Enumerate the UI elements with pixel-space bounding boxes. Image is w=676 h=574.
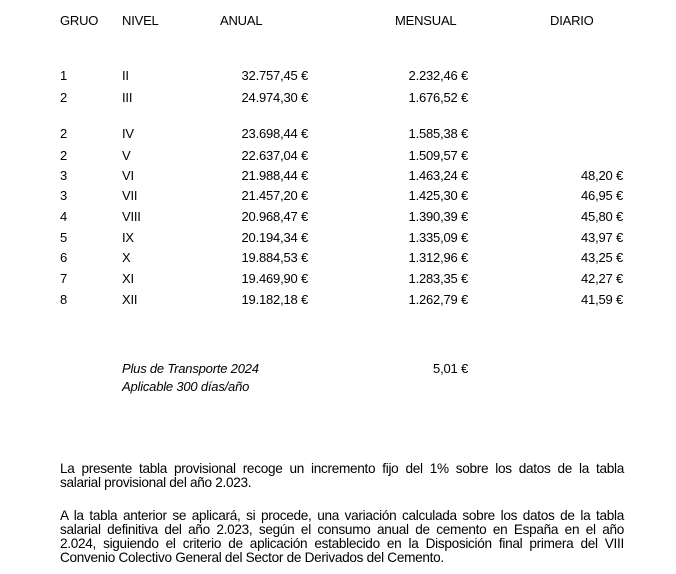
cell-nivel: VII	[122, 188, 138, 203]
header-mensual: MENSUAL	[395, 13, 457, 28]
cell-grupo: 2	[60, 148, 68, 163]
paragraph-line: Convenio Colectivo General del Sector de Derivados del Cemento.	[60, 550, 444, 565]
cell-mensual: 1.262,79 €	[408, 292, 468, 307]
cell-mensual: 1.283,35 €	[408, 271, 468, 286]
cell-grupo: 7	[60, 271, 68, 286]
cell-grupo: 1	[60, 68, 68, 83]
header-nivel: NIVEL	[122, 13, 159, 28]
cell-diario: 42,27 €	[581, 271, 623, 286]
cell-nivel: VIII	[122, 209, 141, 224]
cell-anual: 21.457,20 €	[241, 188, 308, 203]
cell-mensual: 1.463,24 €	[408, 168, 468, 183]
paragraph-line: 2.024, siguiendo el criterio de aplicación establecido en la Disposición final primera del VIII	[60, 536, 624, 551]
cell-anual: 23.698,44 €	[241, 126, 308, 141]
transport-value: 5,01 €	[433, 361, 468, 376]
paragraph-increment	[60, 462, 624, 490]
cell-nivel: X	[122, 250, 131, 265]
cell-diario: 41,59 €	[581, 292, 623, 307]
cell-mensual: 1.335,09 €	[408, 230, 468, 245]
cell-mensual: 1.585,38 €	[408, 126, 468, 141]
cell-mensual: 1.425,30 €	[408, 188, 468, 203]
cell-mensual: 2.232,46 €	[408, 68, 468, 83]
cell-grupo: 6	[60, 250, 68, 265]
cell-diario: 46,95 €	[581, 188, 623, 203]
cell-grupo: 8	[60, 292, 68, 307]
cell-anual: 19.182,18 €	[241, 292, 308, 307]
cell-mensual: 1.676,52 €	[408, 90, 468, 105]
cell-nivel: VI	[122, 168, 134, 183]
cell-anual: 20.968,47 €	[241, 209, 308, 224]
cell-grupo: 3	[60, 188, 68, 203]
cell-anual: 32.757,45 €	[241, 68, 308, 83]
cell-anual: 22.637,04 €	[241, 148, 308, 163]
cell-nivel: XI	[122, 271, 134, 286]
cell-anual: 21.988,44 €	[241, 168, 308, 183]
cell-grupo: 2	[60, 90, 68, 105]
cell-anual: 20.194,34 €	[241, 230, 308, 245]
cell-grupo: 2	[60, 126, 68, 141]
paragraph-line: salarial definitiva del año 2.023, según el consumo anual de cemento en España en el año	[60, 522, 624, 537]
cell-diario: 43,25 €	[581, 250, 623, 265]
paragraph-line: salarial provisional del año 2.023.	[60, 475, 252, 490]
cell-diario: 43,97 €	[581, 230, 623, 245]
cell-mensual: 1.312,96 €	[408, 250, 468, 265]
cell-nivel: IV	[122, 126, 134, 141]
paragraph-line: La presente tabla provisional recoge un incremento fijo del 1% sobre los datos de la tabla	[60, 461, 624, 476]
header-grupo: GRUO	[60, 13, 99, 28]
header-diario: DIARIO	[550, 13, 594, 28]
cell-mensual: 1.390,39 €	[408, 209, 468, 224]
cell-mensual: 1.509,57 €	[408, 148, 468, 163]
paragraph-variation	[60, 509, 624, 565]
cell-nivel: III	[122, 90, 133, 105]
transport-label: Plus de Transporte 2024	[122, 361, 259, 376]
cell-anual: 24.974,30 €	[241, 90, 308, 105]
cell-grupo: 3	[60, 168, 68, 183]
cell-grupo: 5	[60, 230, 68, 245]
paragraph-line: A la tabla anterior se aplicará, si procede, una variación calculada sobre los datos de la tabla	[60, 508, 624, 523]
cell-diario: 45,80 €	[581, 209, 623, 224]
cell-nivel: V	[122, 148, 131, 163]
cell-nivel: XII	[122, 292, 138, 307]
cell-diario: 48,20 €	[581, 168, 623, 183]
cell-grupo: 4	[60, 209, 68, 224]
cell-anual: 19.884,53 €	[241, 250, 308, 265]
cell-nivel: II	[122, 68, 129, 83]
cell-anual: 19.469,90 €	[241, 271, 308, 286]
transport-note: Aplicable 300 días/año	[122, 379, 250, 394]
cell-nivel: IX	[122, 230, 134, 245]
header-anual: ANUAL	[220, 13, 263, 28]
